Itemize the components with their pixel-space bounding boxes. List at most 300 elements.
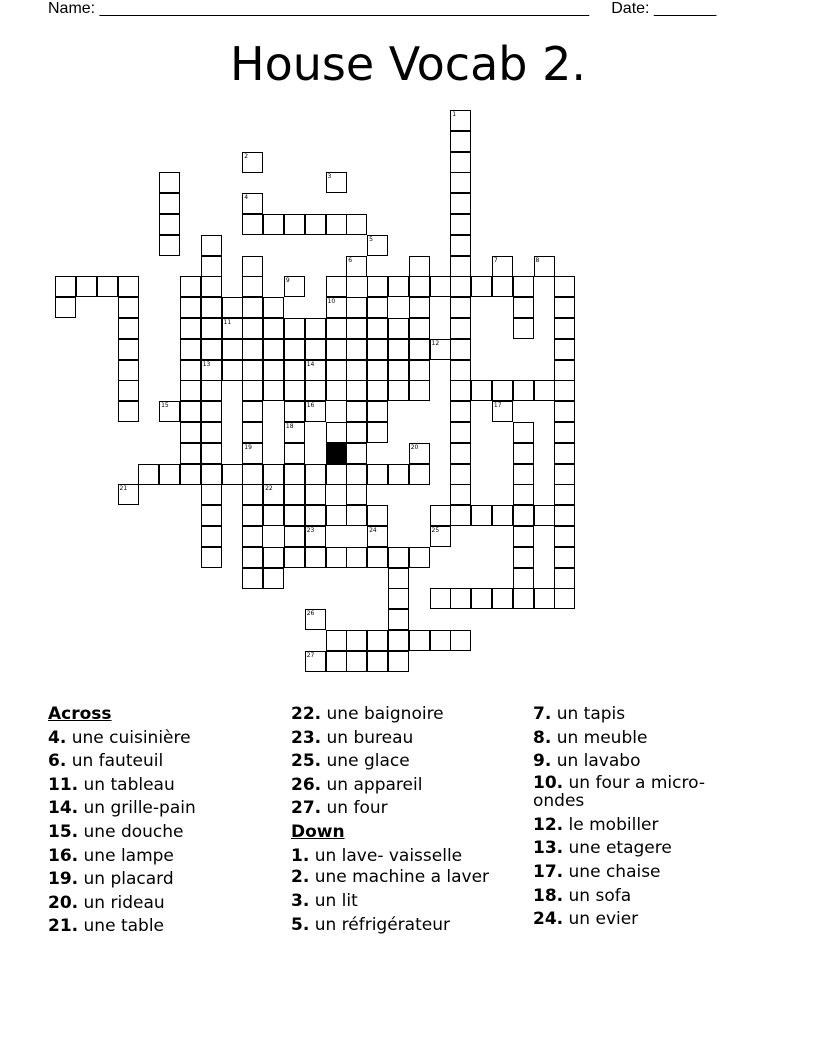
grid-cell[interactable] — [326, 214, 347, 235]
grid-cell[interactable] — [513, 505, 534, 526]
clue-item — [48, 915, 278, 939]
grid-cell[interactable] — [242, 193, 263, 214]
grid-cell[interactable] — [180, 422, 201, 443]
grid-cell[interactable] — [513, 318, 534, 339]
date-blank[interactable]: _______ — [653, 0, 717, 17]
grid-cell[interactable] — [346, 256, 367, 277]
grid-cell[interactable] — [118, 401, 139, 422]
grid-cell[interactable] — [76, 276, 97, 297]
grid-cell[interactable] — [450, 256, 471, 277]
grid-cell[interactable] — [201, 380, 222, 401]
clue-item-text: une lampe — [83, 845, 174, 866]
grid-cell[interactable] — [554, 318, 575, 339]
clue-item-text: un lavabo — [556, 751, 641, 772]
grid-cell[interactable] — [201, 547, 222, 568]
grid-cell[interactable] — [430, 526, 451, 547]
grid-cell[interactable] — [513, 380, 534, 401]
clue-number: 2 — [244, 152, 249, 160]
grid-cell[interactable] — [346, 464, 367, 485]
grid-cell[interactable] — [554, 276, 575, 297]
grid-cell[interactable] — [346, 630, 367, 651]
clue-item — [533, 703, 713, 727]
grid-cell[interactable] — [367, 235, 388, 256]
clue-item-number: 14. — [48, 798, 79, 819]
grid-cell[interactable] — [305, 380, 326, 401]
grid-cell[interactable] — [367, 547, 388, 568]
grid-cell[interactable] — [554, 464, 575, 485]
grid-cell[interactable] — [263, 464, 284, 485]
grid-cell[interactable] — [55, 276, 76, 297]
grid-cell[interactable] — [284, 484, 305, 505]
grid-cell[interactable] — [242, 422, 263, 443]
grid-cell[interactable] — [118, 297, 139, 318]
grid-cell[interactable] — [388, 630, 409, 651]
grid-cell[interactable] — [450, 318, 471, 339]
grid-cell[interactable] — [180, 401, 201, 422]
grid-cell[interactable] — [450, 110, 471, 131]
grid-cell[interactable] — [346, 401, 367, 422]
grid-cell[interactable] — [513, 297, 534, 318]
grid-cell[interactable] — [222, 297, 243, 318]
clue-number: 19 — [244, 443, 252, 451]
grid-cell[interactable] — [450, 360, 471, 381]
grid-cell[interactable] — [367, 360, 388, 381]
grid-cell[interactable] — [450, 484, 471, 505]
clue-item-text: une machine a laver — [314, 867, 490, 888]
grid-cell[interactable] — [242, 276, 263, 297]
grid-cell[interactable] — [201, 401, 222, 422]
grid-cell[interactable] — [284, 401, 305, 422]
grid-cell[interactable] — [430, 505, 451, 526]
grid-cell[interactable] — [242, 464, 263, 485]
grid-cell[interactable] — [138, 464, 159, 485]
grid-cell[interactable] — [409, 630, 430, 651]
grid-cell[interactable] — [263, 568, 284, 589]
grid-cell[interactable] — [388, 568, 409, 589]
grid-cell[interactable] — [346, 214, 367, 235]
grid-cell[interactable] — [513, 276, 534, 297]
grid-cell[interactable] — [554, 526, 575, 547]
clue-item — [48, 727, 278, 751]
grid-cell[interactable] — [284, 360, 305, 381]
grid-cell[interactable] — [284, 547, 305, 568]
grid-cell[interactable] — [180, 464, 201, 485]
grid-cell[interactable] — [534, 256, 555, 277]
grid-cell[interactable] — [409, 464, 430, 485]
grid-cell[interactable] — [346, 547, 367, 568]
grid-cell[interactable] — [492, 276, 513, 297]
grid-cell[interactable] — [55, 297, 76, 318]
grid-cell[interactable] — [263, 339, 284, 360]
clue-item-number: 8. — [533, 727, 552, 748]
grid-cell[interactable] — [388, 360, 409, 381]
grid-cell[interactable] — [554, 401, 575, 422]
grid-cell[interactable] — [326, 297, 347, 318]
grid-cell[interactable] — [159, 235, 180, 256]
grid-cell[interactable] — [492, 505, 513, 526]
grid-cell[interactable] — [326, 547, 347, 568]
grid-cell[interactable] — [554, 547, 575, 568]
clue-item-text: une glace — [326, 751, 410, 772]
grid-cell[interactable] — [346, 360, 367, 381]
grid-cell[interactable] — [242, 505, 263, 526]
grid-cell[interactable] — [388, 276, 409, 297]
grid-cell[interactable] — [471, 276, 492, 297]
grid-cell[interactable] — [159, 464, 180, 485]
grid-cell[interactable] — [305, 464, 326, 485]
grid-cell[interactable] — [263, 380, 284, 401]
clue-number: 1 — [452, 111, 457, 118]
grid-cell[interactable] — [201, 360, 222, 381]
grid-cell[interactable] — [222, 318, 243, 339]
grid-cell[interactable] — [430, 339, 451, 360]
grid-cell[interactable] — [180, 360, 201, 381]
grid-cell[interactable] — [388, 380, 409, 401]
grid-cell[interactable] — [263, 547, 284, 568]
grid-cell[interactable] — [388, 547, 409, 568]
grid-cell[interactable] — [367, 339, 388, 360]
grid-cell[interactable] — [409, 276, 430, 297]
grid-cell[interactable] — [242, 401, 263, 422]
name-blank[interactable]: _______________________________________________________ — [99, 0, 589, 17]
grid-cell[interactable] — [305, 339, 326, 360]
grid-cell[interactable] — [513, 464, 534, 485]
grid-cell[interactable] — [492, 401, 513, 422]
clue-number: 27 — [306, 651, 315, 659]
clue-item-number: 22. — [291, 704, 322, 724]
grid-cell[interactable] — [305, 651, 326, 672]
grid-cell[interactable] — [159, 401, 180, 422]
grid-cell[interactable] — [513, 443, 534, 464]
grid-cell[interactable] — [554, 484, 575, 505]
grid-cell[interactable] — [284, 318, 305, 339]
clue-number: 21 — [119, 485, 128, 493]
grid-cell[interactable] — [201, 505, 222, 526]
clue-item — [48, 845, 278, 869]
grid-cell[interactable] — [305, 401, 326, 422]
grid-cell[interactable] — [346, 318, 367, 339]
clue-item-text: un bureau — [326, 727, 414, 748]
grid-cell[interactable] — [450, 131, 471, 152]
clue-item-number: 26. — [291, 774, 322, 795]
grid-cell[interactable] — [305, 360, 326, 381]
grid-cell[interactable] — [201, 339, 222, 360]
clue-number: 11 — [223, 319, 232, 326]
grid-cell[interactable] — [326, 630, 347, 651]
clue-number: 13 — [202, 360, 211, 368]
grid-cell[interactable] — [201, 318, 222, 339]
clue-item — [48, 774, 278, 798]
grid-cell[interactable] — [305, 547, 326, 568]
grid-cell[interactable] — [554, 380, 575, 401]
grid-cell[interactable] — [450, 172, 471, 193]
grid-cell[interactable] — [242, 568, 263, 589]
grid-cell[interactable] — [430, 588, 451, 609]
grid-cell[interactable] — [409, 339, 430, 360]
grid-cell[interactable] — [409, 443, 430, 464]
grid-cell[interactable] — [388, 651, 409, 672]
grid-cell[interactable] — [367, 401, 388, 422]
grid-cell[interactable] — [534, 505, 555, 526]
grid-cell[interactable] — [305, 609, 326, 630]
grid-cell[interactable] — [388, 464, 409, 485]
grid-cell[interactable] — [97, 276, 118, 297]
clue-item-number: 7. — [533, 704, 552, 724]
grid-cell[interactable] — [326, 172, 347, 193]
grid-cell[interactable] — [201, 526, 222, 547]
grid-cell[interactable] — [305, 505, 326, 526]
grid-cell[interactable] — [159, 193, 180, 214]
grid-cell[interactable] — [201, 256, 222, 277]
grid-cell[interactable] — [450, 401, 471, 422]
grid-cell[interactable] — [534, 380, 555, 401]
grid-cell[interactable] — [326, 380, 347, 401]
grid-cell[interactable] — [263, 297, 284, 318]
grid-cell[interactable] — [305, 526, 326, 547]
grid-cell[interactable] — [513, 526, 534, 547]
grid-cell[interactable] — [118, 276, 139, 297]
grid-cell[interactable] — [554, 422, 575, 443]
grid-cell[interactable] — [201, 235, 222, 256]
grid-cell[interactable] — [346, 297, 367, 318]
clue-item — [291, 914, 521, 938]
grid-cell[interactable] — [430, 276, 451, 297]
grid-cell[interactable] — [346, 484, 367, 505]
grid-cell[interactable] — [242, 152, 263, 173]
grid-cell[interactable] — [284, 214, 305, 235]
grid-cell[interactable] — [409, 256, 430, 277]
clue-number: 4 — [244, 194, 249, 202]
grid-cell[interactable] — [554, 505, 575, 526]
grid-cell[interactable] — [180, 339, 201, 360]
grid-cell[interactable] — [284, 339, 305, 360]
grid-cell[interactable] — [180, 443, 201, 464]
grid-cell[interactable] — [388, 609, 409, 630]
grid-cell[interactable] — [388, 318, 409, 339]
grid-cell[interactable] — [430, 630, 451, 651]
grid-cell[interactable] — [346, 505, 367, 526]
grid-cell[interactable] — [492, 588, 513, 609]
grid-cell[interactable] — [367, 505, 388, 526]
grid-cell[interactable] — [409, 297, 430, 318]
grid-cell[interactable] — [118, 318, 139, 339]
grid-cell[interactable] — [242, 297, 263, 318]
grid-cell[interactable] — [513, 568, 534, 589]
grid-cell[interactable] — [450, 422, 471, 443]
grid-cell[interactable] — [201, 484, 222, 505]
clue-item — [291, 703, 521, 727]
grid-cell[interactable] — [118, 484, 139, 505]
grid-cell[interactable] — [242, 380, 263, 401]
grid-cell[interactable] — [263, 505, 284, 526]
grid-cell[interactable] — [159, 214, 180, 235]
grid-cell[interactable] — [118, 380, 139, 401]
grid-cell[interactable] — [450, 152, 471, 173]
clue-item-number: 10. — [533, 772, 564, 793]
grid-cell[interactable] — [284, 276, 305, 297]
grid-cell[interactable] — [284, 380, 305, 401]
grid-cell[interactable] — [534, 588, 555, 609]
clue-number: 17 — [493, 402, 502, 410]
clue-item-number: 11. — [48, 774, 79, 795]
grid-cell[interactable] — [450, 297, 471, 318]
grid-cell[interactable] — [450, 380, 471, 401]
clue-number: 5 — [369, 235, 373, 243]
grid-cell[interactable] — [409, 547, 430, 568]
clue-item — [291, 727, 521, 751]
grid-cell[interactable] — [388, 588, 409, 609]
grid-cell[interactable] — [180, 318, 201, 339]
grid-cell[interactable] — [242, 318, 263, 339]
clue-item-number: 25. — [291, 751, 322, 772]
grid-cell[interactable] — [450, 630, 471, 651]
grid-cell[interactable] — [409, 360, 430, 381]
grid-cell[interactable] — [513, 547, 534, 568]
grid-cell[interactable] — [284, 422, 305, 443]
grid-cell[interactable] — [388, 339, 409, 360]
grid-cell[interactable] — [346, 422, 367, 443]
grid-cell[interactable] — [346, 443, 367, 464]
grid-cell[interactable] — [242, 547, 263, 568]
grid-cell[interactable] — [367, 526, 388, 547]
grid-cell[interactable] — [263, 318, 284, 339]
grid-cell[interactable] — [242, 339, 263, 360]
grid-cell[interactable] — [554, 588, 575, 609]
grid-cell[interactable] — [305, 318, 326, 339]
grid-cell[interactable] — [450, 588, 471, 609]
grid-cell[interactable] — [450, 276, 471, 297]
grid-cell[interactable] — [305, 484, 326, 505]
clue-item — [48, 750, 278, 774]
grid-cell[interactable] — [284, 464, 305, 485]
grid-cell[interactable] — [326, 276, 347, 297]
grid-cell[interactable] — [346, 651, 367, 672]
clue-item — [291, 774, 521, 798]
grid-cell[interactable] — [326, 505, 347, 526]
grid-cell[interactable] — [450, 193, 471, 214]
grid-cell[interactable] — [450, 235, 471, 256]
clue-number: 25 — [431, 527, 440, 534]
grid-cell[interactable] — [367, 318, 388, 339]
clue-number: 23 — [306, 527, 315, 534]
grid-cell[interactable] — [492, 256, 513, 277]
grid-cell[interactable] — [554, 568, 575, 589]
grid-cell[interactable] — [242, 214, 263, 235]
grid-cell[interactable] — [450, 443, 471, 464]
grid-cell[interactable] — [180, 380, 201, 401]
clue-item-text: une chaise — [568, 861, 661, 882]
grid-cell[interactable] — [201, 443, 222, 464]
grid-cell[interactable] — [201, 276, 222, 297]
grid-cell[interactable] — [346, 380, 367, 401]
grid-cell[interactable] — [180, 276, 201, 297]
clue-item-text: une douche — [83, 821, 184, 842]
clue-number: 3 — [327, 173, 332, 181]
grid-cell[interactable] — [222, 339, 243, 360]
grid-cell[interactable] — [513, 484, 534, 505]
grid-cell[interactable] — [118, 339, 139, 360]
grid-cell[interactable] — [450, 214, 471, 235]
grid-cell[interactable] — [242, 526, 263, 547]
grid-cell[interactable] — [284, 526, 305, 547]
grid-cell[interactable] — [513, 422, 534, 443]
clue-number: 6 — [348, 256, 353, 264]
clue-item — [533, 727, 713, 751]
clue-number: 12 — [431, 339, 440, 347]
grid-cell[interactable] — [326, 360, 347, 381]
clue-item — [48, 892, 278, 916]
clue-number: 15 — [161, 402, 169, 410]
grid-cell[interactable] — [305, 214, 326, 235]
grid-cell[interactable] — [326, 422, 347, 443]
grid-cell[interactable] — [222, 464, 243, 485]
grid-cell[interactable] — [492, 380, 513, 401]
clue-item-number: 15. — [48, 821, 79, 842]
grid-cell[interactable] — [242, 484, 263, 505]
grid-cell[interactable] — [367, 276, 388, 297]
grid-cell[interactable] — [554, 360, 575, 381]
grid-cell[interactable] — [326, 339, 347, 360]
grid-cell[interactable] — [326, 464, 347, 485]
grid-cell[interactable] — [326, 318, 347, 339]
grid-cell[interactable] — [367, 630, 388, 651]
grid-cell[interactable] — [513, 588, 534, 609]
grid-cell[interactable] — [263, 360, 284, 381]
grid-cell[interactable] — [284, 443, 305, 464]
clue-item — [48, 797, 278, 821]
grid-cell[interactable] — [242, 360, 263, 381]
grid-cell[interactable] — [471, 588, 492, 609]
down-heading: Down — [291, 821, 345, 842]
grid-cell[interactable] — [450, 339, 471, 360]
grid-cell[interactable] — [263, 484, 284, 505]
grid-cell[interactable] — [367, 297, 388, 318]
grid-cell[interactable] — [450, 464, 471, 485]
grid-cell[interactable] — [222, 360, 243, 381]
grid-cell[interactable] — [326, 651, 347, 672]
grid-cell[interactable] — [159, 172, 180, 193]
grid-cell[interactable] — [471, 505, 492, 526]
clue-item-number: 4. — [48, 727, 67, 748]
clues-column-2 — [291, 703, 521, 937]
grid-cell[interactable] — [367, 422, 388, 443]
grid-cell[interactable] — [118, 360, 139, 381]
grid-cell[interactable] — [180, 297, 201, 318]
grid-cell[interactable] — [242, 256, 263, 277]
grid-cell[interactable] — [367, 464, 388, 485]
grid-cell[interactable] — [367, 651, 388, 672]
clue-item-number: 23. — [291, 727, 322, 748]
grid-cell[interactable] — [201, 422, 222, 443]
clue-item-number: 3. — [291, 891, 310, 912]
grid-cell[interactable] — [554, 443, 575, 464]
grid-cell[interactable] — [409, 380, 430, 401]
grid-cell[interactable] — [346, 339, 367, 360]
grid-cell[interactable] — [554, 297, 575, 318]
grid-cell[interactable] — [554, 339, 575, 360]
grid-cell[interactable] — [409, 318, 430, 339]
grid-cell[interactable] — [242, 443, 263, 464]
grid-cell[interactable] — [471, 380, 492, 401]
grid-cell[interactable] — [367, 380, 388, 401]
grid-cell[interactable] — [284, 505, 305, 526]
clue-item-number: 13. — [533, 838, 564, 859]
clue-item — [533, 908, 713, 932]
grid-cell[interactable] — [201, 464, 222, 485]
grid-cell[interactable] — [263, 214, 284, 235]
grid-cell[interactable] — [450, 505, 471, 526]
grid-cell[interactable] — [201, 297, 222, 318]
